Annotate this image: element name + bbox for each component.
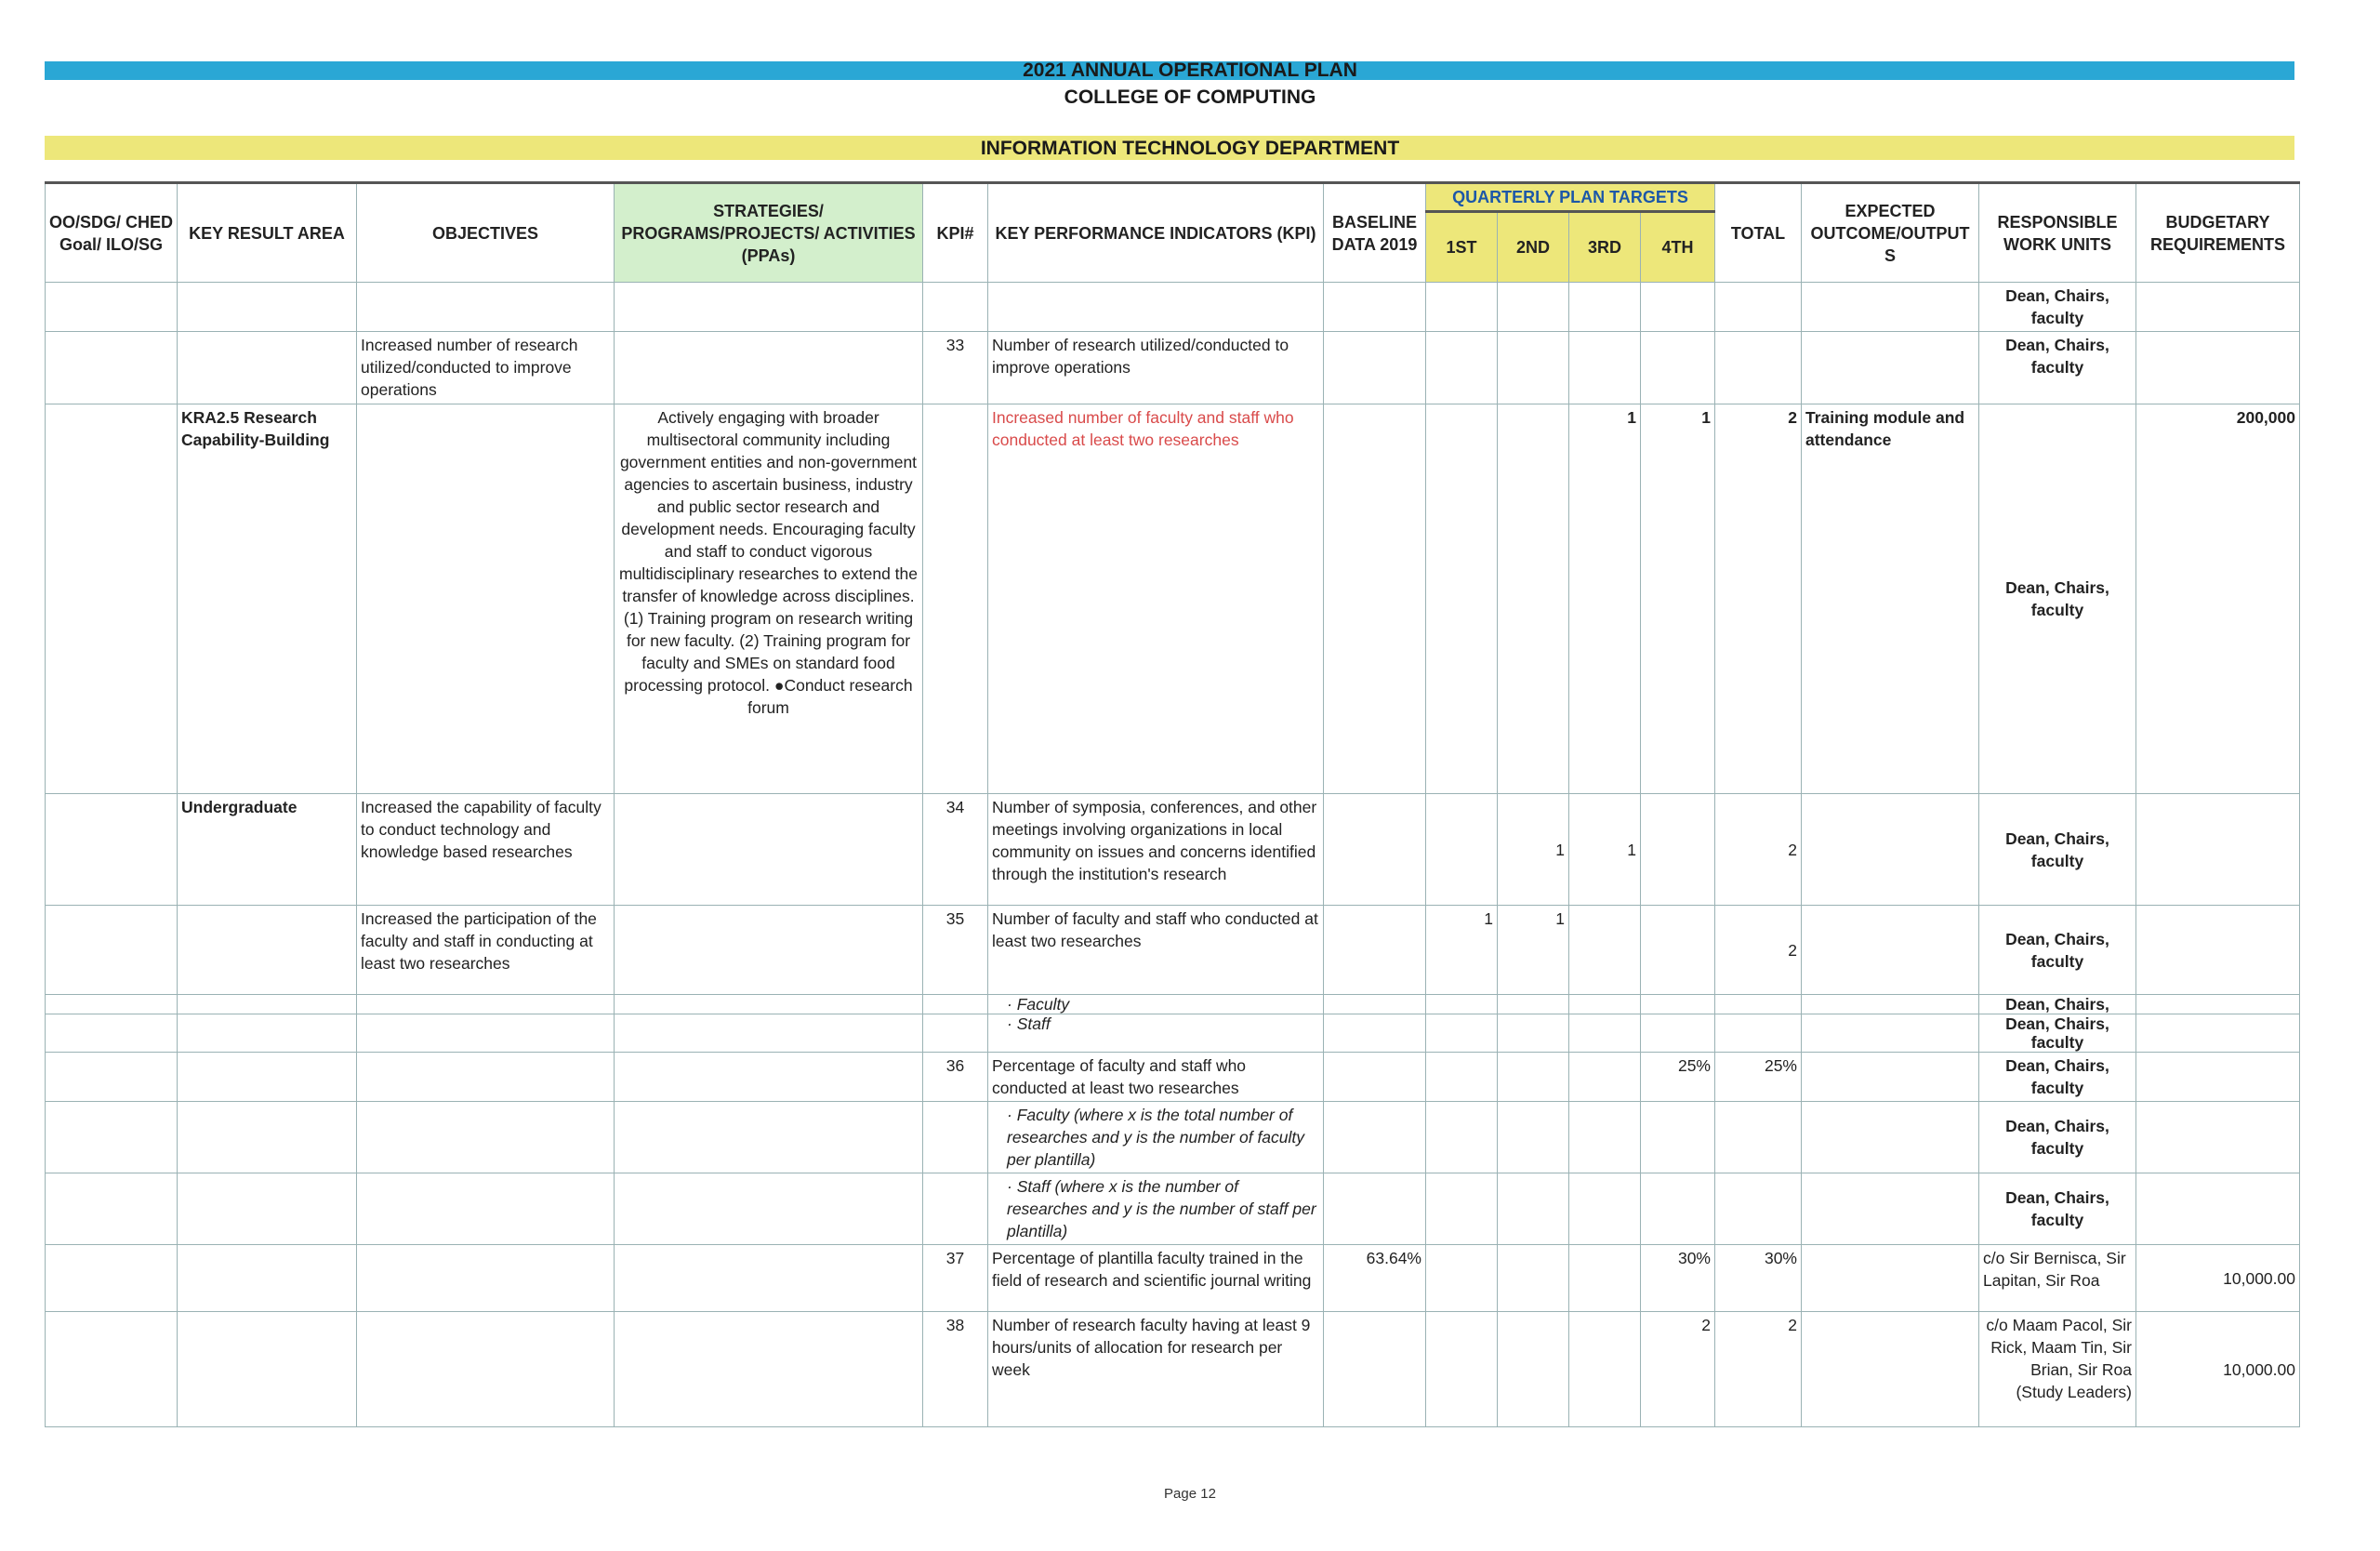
table-row <box>46 1173 2300 1245</box>
work-units-cell: Dean, Chairs, faculty <box>1979 332 2136 404</box>
kpi-cell: Number of symposia, conferences, and other meetings involving organizations in local community on issues and concerns identified through the institution's research <box>988 794 1324 906</box>
total-cell: 2 <box>1715 404 1802 794</box>
kpi-cell: · Faculty (where x is the total number of researches and y is the number of faculty per plantilla) <box>988 1102 1324 1173</box>
q4-cell: 30% <box>1641 1245 1715 1312</box>
header-kra: KEY RESULT AREA <box>178 183 357 283</box>
kpi-number-cell: 36 <box>923 1053 988 1102</box>
kpi-number-cell: 35 <box>923 906 988 995</box>
table-row <box>46 1053 2300 1102</box>
work-units-cell: c/o Sir Bernisca, Sir Lapitan, Sir Roa <box>1979 1245 2136 1312</box>
operational-plan-table <box>45 181 2300 1427</box>
q3-cell: 1 <box>1569 404 1641 794</box>
kpi-number-cell: 38 <box>923 1312 988 1427</box>
kpi-cell: Percentage of plantilla faculty trained in the field of research and scientific journal writing <box>988 1245 1324 1312</box>
work-units-cell: Dean, Chairs, faculty <box>1979 906 2136 995</box>
kpi-cell: Number of research utilized/conducted to improve operations <box>988 332 1324 404</box>
kpi-number-cell: 33 <box>923 332 988 404</box>
header-q3: 3RD <box>1569 212 1641 283</box>
header-work-units: RESPONSIBLE WORK UNITS <box>1979 183 2136 283</box>
header-q2: 2ND <box>1498 212 1569 283</box>
kpi-cell: Percentage of faculty and staff who conducted at least two researches <box>988 1053 1324 1102</box>
header-kpi-no: KPI# <box>923 183 988 283</box>
work-units-cell: Dean, Chairs, faculty <box>1979 1014 2136 1053</box>
q3-cell: 1 <box>1569 794 1641 906</box>
table-row <box>46 995 2300 1014</box>
kpi-cell: · Faculty <box>988 995 1324 1014</box>
work-units-cell: Dean, Chairs, <box>1979 995 2136 1014</box>
total-cell: 25% <box>1715 1053 1802 1102</box>
q4-cell: 25% <box>1641 1053 1715 1102</box>
work-units-cell: Dean, Chairs, faculty <box>1979 1053 2136 1102</box>
work-units-cell: Dean, Chairs, faculty <box>1979 404 2136 794</box>
table-row <box>46 1102 2300 1173</box>
table-row <box>46 404 2300 794</box>
work-units-cell: Dean, Chairs, faculty <box>1979 1102 2136 1173</box>
budget-cell: 10,000.00 <box>2136 1312 2300 1427</box>
objective-cell: Increased the participation of the faculty and staff in conducting at least two researches <box>357 906 615 995</box>
objective-cell: Increased the capability of faculty to conduct technology and knowledge based researches <box>357 794 615 906</box>
table-row <box>46 1245 2300 1312</box>
q2-cell: 1 <box>1498 906 1569 995</box>
page-number: Page 12 <box>1164 1486 1216 1502</box>
total-cell: 2 <box>1715 794 1802 906</box>
objective-cell: Increased number of research utilized/conducted to improve operations <box>357 332 615 404</box>
table-row <box>46 1312 2300 1427</box>
work-units-cell: c/o Maam Pacol, Sir Rick, Maam Tin, Sir Brian, Sir Roa (Study Leaders) <box>1979 1312 2136 1427</box>
kpi-number-cell: 37 <box>923 1245 988 1312</box>
header-q4: 4TH <box>1641 212 1715 283</box>
total-cell: 2 <box>1715 1312 1802 1427</box>
baseline-cell: 63.64% <box>1324 1245 1426 1312</box>
table-row <box>46 332 2300 404</box>
q4-cell: 1 <box>1641 404 1715 794</box>
q1-cell: 1 <box>1426 906 1498 995</box>
q4-cell: 2 <box>1641 1312 1715 1427</box>
header-kpi: KEY PERFORMANCE INDICATORS (KPI) <box>988 183 1324 283</box>
kpi-number-cell: 34 <box>923 794 988 906</box>
q2-cell: 1 <box>1498 794 1569 906</box>
table-row <box>46 1014 2300 1053</box>
work-units-cell: Dean, Chairs, faculty <box>1979 283 2136 332</box>
total-cell: 30% <box>1715 1245 1802 1312</box>
budget-cell: 200,000 <box>2136 404 2300 794</box>
kra-cell: KRA2.5 Research Capability-Building <box>178 404 357 794</box>
total-cell: 2 <box>1715 906 1802 995</box>
table-row <box>46 906 2300 995</box>
budget-cell: 10,000.00 <box>2136 1245 2300 1312</box>
kra-cell: Undergraduate <box>178 794 357 906</box>
work-units-cell: Dean, Chairs, faculty <box>1979 1173 2136 1245</box>
kpi-cell: Number of faculty and staff who conducted at least two researches <box>988 906 1324 995</box>
header-outcome: EXPECTED OUTCOME/OUTPUT S <box>1802 183 1979 283</box>
header-budget: BUDGETARY REQUIREMENTS <box>2136 183 2300 283</box>
table-row <box>46 794 2300 906</box>
header-objectives: OBJECTIVES <box>357 183 615 283</box>
kpi-cell: Increased number of faculty and staff who conducted at least two researches <box>988 404 1324 794</box>
kpi-cell: Number of research faculty having at least 9 hours/units of allocation for research per week <box>988 1312 1324 1427</box>
header-quarterly-targets: QUARTERLY PLAN TARGETS <box>1426 183 1715 212</box>
header-total: TOTAL <box>1715 183 1802 283</box>
strategy-cell: Actively engaging with broader multisectoral community including government entities and non-government agencies to ascertain business, industry and public sector research and development needs. Encouraging faculty and staff to conduct vigorous multidisciplinary researches to extend the transfer of knowledge across disciplines. (1) Training program on research writing for new faculty. (2) Training program for faculty and SMEs on standard food processing protocol. ●Conduct research forum <box>615 404 923 794</box>
header-baseline: BASELINE DATA 2019 <box>1324 183 1426 283</box>
work-units-cell: Dean, Chairs, faculty <box>1979 794 2136 906</box>
header-strategies: STRATEGIES/ PROGRAMS/PROJECTS/ ACTIVITIES (PPAs) <box>615 183 923 283</box>
header-goal: OO/SDG/ CHED Goal/ ILO/SG <box>46 183 178 283</box>
header-q1: 1ST <box>1426 212 1498 283</box>
table-row <box>46 283 2300 332</box>
kpi-cell: · Staff <box>988 1014 1324 1053</box>
page-subtitle: COLLEGE OF COMPUTING <box>1064 86 1316 108</box>
outcome-cell: Training module and attendance <box>1802 404 1979 794</box>
kpi-cell: · Staff (where x is the number of researches and y is the number of staff per plantilla) <box>988 1173 1324 1245</box>
department-title: INFORMATION TECHNOLOGY DEPARTMENT <box>980 138 1400 159</box>
page-title: 2021 ANNUAL OPERATIONAL PLAN <box>1023 60 1357 81</box>
